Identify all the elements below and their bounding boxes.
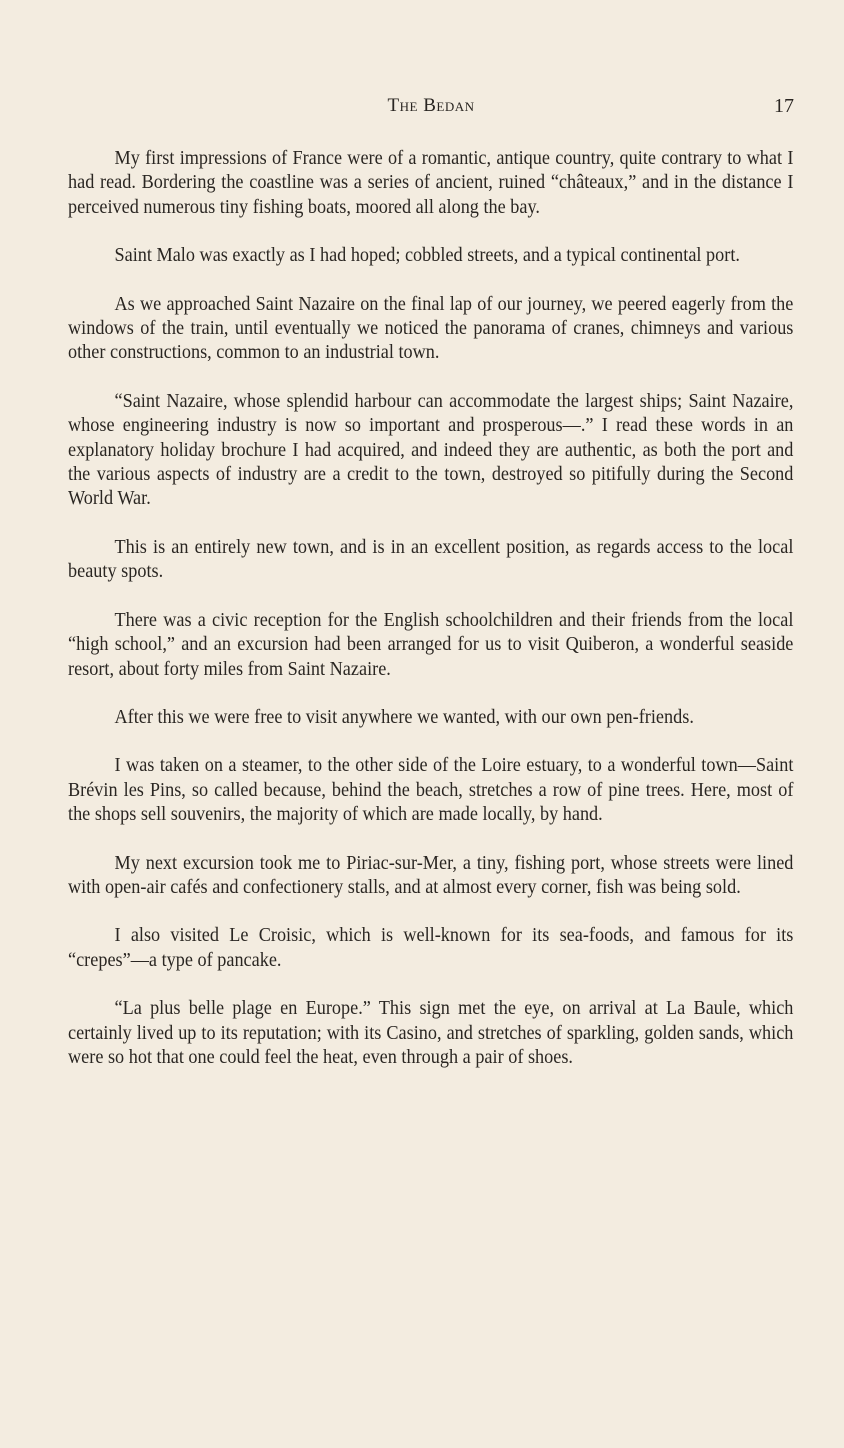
paragraph: Saint Malo was exactly as I had hoped; cobbled streets, and a typical continental port. bbox=[114, 245, 740, 267]
book-page bbox=[68, 95, 794, 1094]
paragraph: There was a civic reception for the English schoolchildren and their friends from the local “high school,” and an excursion had been arranged for us to visit Quiberon, a wonderful seaside resort, about forty miles from Saint Nazaire. bbox=[68, 609, 794, 680]
paragraph: “La plus belle plage en Europe.” This sign met the eye, on arrival at La Baule, which certainly lived up to its reputation; with its Casino, and stretches of sparkling, golden sands, which were so hot that one could feel the heat, even through a pair of shoes. bbox=[68, 998, 794, 1068]
body-text bbox=[68, 147, 794, 1070]
paragraph: My first impressions of France were of a romantic, antique country, quite contrary to what I had read. Bordering the coastline was a series of ancient, ruined “châteaux,” and in the distance I perceived numerous tiny fishing boats, moored all along the bay. bbox=[68, 148, 794, 218]
paragraph: As we approached Saint Nazaire on the final lap of our journey, we peered eagerly from the windows of the train, until eventually we noticed the panorama of cranes, chimneys and various other constructions, common to an industrial town. bbox=[68, 293, 794, 364]
paragraph: I also visited Le Croisic, which is well-known for its sea-foods, and famous for its “crepes”—a type of pancake. bbox=[68, 925, 794, 971]
paragraph: After this we were free to visit anywhere we wanted, with our own pen-friends. bbox=[114, 706, 694, 728]
paragraph: I was taken on a steamer, to the other side of the Loire estuary, to a wonderful town—Saint Brévin les Pins, so called because, behind the beach, stretches a row of pine trees. Here, most of the shops sell souvenirs, the majority of which are made locally, by hand. bbox=[68, 755, 794, 826]
paragraph: “Saint Nazaire, whose splendid harbour can accommodate the largest ships; Saint Nazaire, whose engineering industry is now so important and prosperous—.” I read these words in an explanatory holiday brochure I had acquired, and indeed they are authentic, as both the port and the various aspects of industry are a credit to the town, destroyed so pitifully during the Second World War. bbox=[68, 390, 794, 510]
running-head-title: The Bedan bbox=[387, 95, 475, 116]
paragraph: This is an entirely new town, and is in an excellent position, as regards access to the local beauty spots. bbox=[68, 536, 794, 583]
paragraph: My next excursion took me to Piriac-sur-Mer, a tiny, fishing port, whose streets were lined with open-air cafés and confectionery stalls, and at almost every corner, fish was being sold. bbox=[68, 852, 794, 898]
page-number: 17 bbox=[774, 95, 794, 117]
running-head bbox=[68, 95, 794, 125]
